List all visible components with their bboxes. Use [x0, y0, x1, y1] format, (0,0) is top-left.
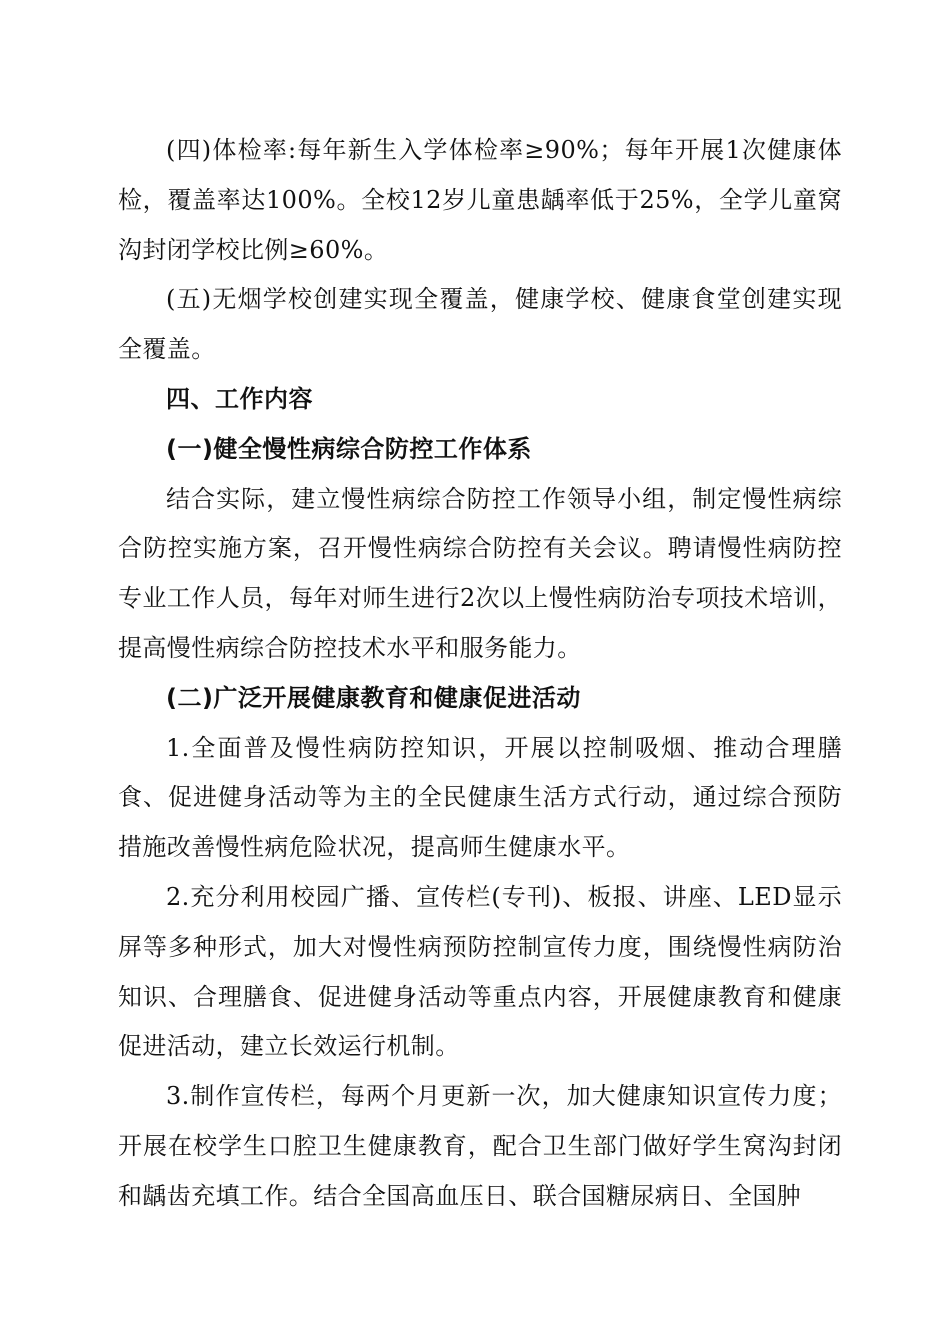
paragraph-prevention-system: 结合实际，建立慢性病综合防控工作领导小组，制定慢性病综合防控实施方案，召开慢性病综合防控有关会议。聘请慢性病防控专业工作人员，每年对师生进行2次以上慢性病防治专项技术培训，提高慢性病综合防控技术水平和服务能力。 [118, 484, 842, 662]
section-heading-work-content: 四、工作内容 [166, 384, 313, 413]
subheading-health-education: (二)广泛开展健康教育和健康促进活动 [166, 683, 581, 712]
document-body [118, 126, 842, 1222]
paragraph-smoke-free-school: (五)无烟学校创建实现全覆盖，健康学校、健康食堂创建实现全覆盖。 [118, 285, 842, 364]
paragraph-item-2: 2.充分利用校园广播、宣传栏(专刊)、板报、讲座、LED显示屏等多种形式，加大对慢性病预防控制宣传力度，围绕慢性病防治知识、合理膳食、促进健身活动等重点内容，开展健康教育和健康促进活动，建立长效运行机制。 [118, 882, 842, 1061]
subheading-prevention-system: (一)健全慢性病综合防控工作体系 [166, 434, 532, 463]
paragraph-item-3: 3.制作宣传栏，每两个月更新一次，加大健康知识宣传力度；开展在校学生口腔卫生健康教育，配合卫生部门做好学生窝沟封闭和龋齿充填工作。结合全国高血压日、联合国糖尿病日、全国肿 [118, 1082, 842, 1210]
paragraph-physical-exam-rate: (四)体检率:每年新生入学体检率≥90%；每年开展1次健康体检，覆盖率达100%。全校12岁儿童患龋率低于25%，全学儿童窝沟封闭学校比例≥60%。 [118, 136, 842, 264]
paragraph-item-1: 1.全面普及慢性病防控知识，开展以控制吸烟、推动合理膳食、促进健身活动等为主的全民健康生活方式行动，通过综合预防措施改善慢性病危险状况，提高师生健康水平。 [118, 733, 842, 862]
